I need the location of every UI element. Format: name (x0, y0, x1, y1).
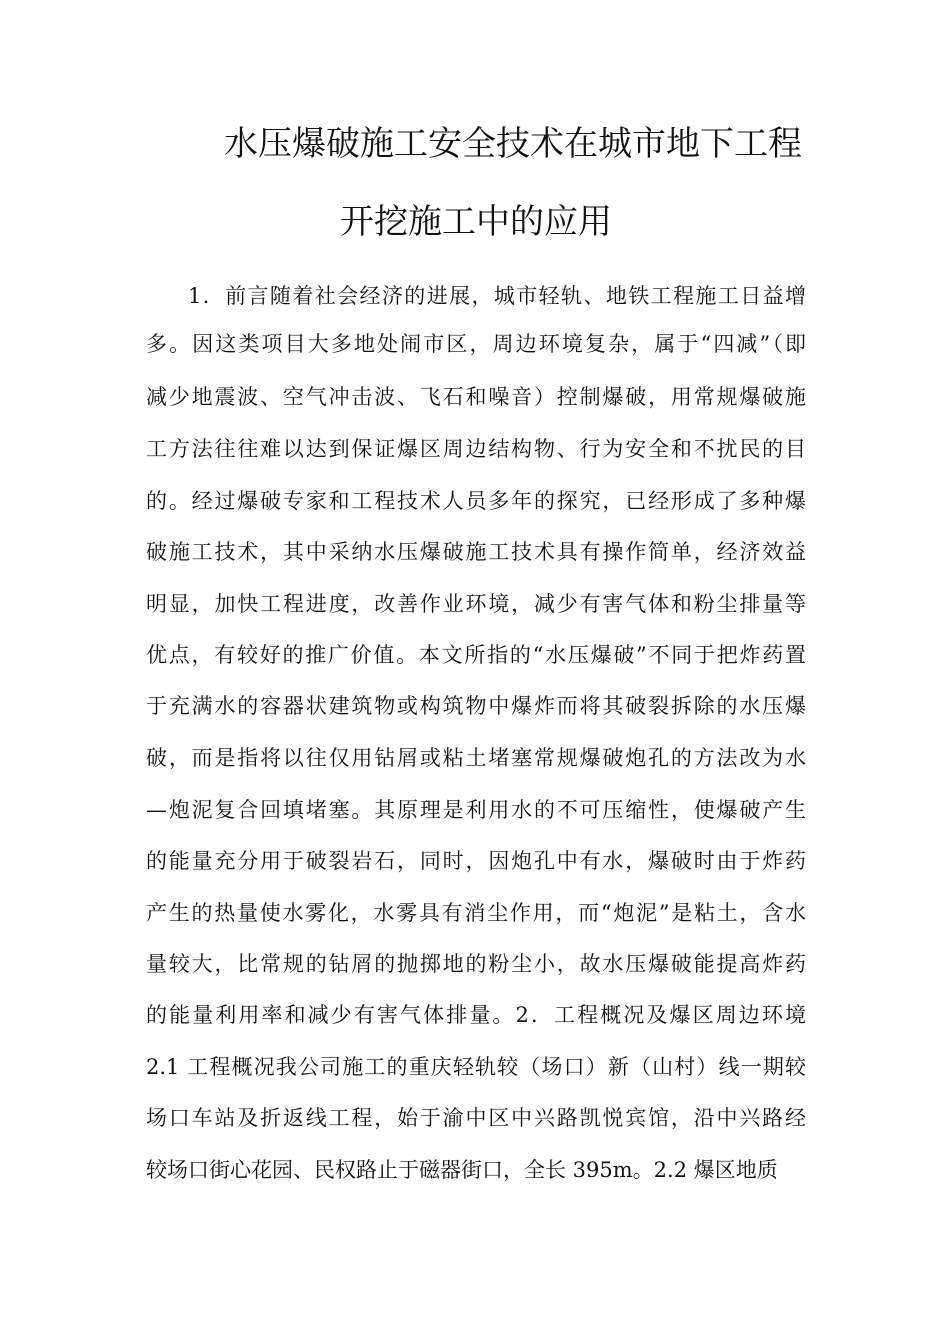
body-text-line: 的。经过爆破专家和工程技术人员多年的探究，已经形成了多种爆 (146, 489, 806, 513)
body-text-line: 多。因这类项目大多地处闹市区，周边环境复杂，属于“四减”（即 (146, 332, 806, 356)
body-text-line: 于充满水的容器状建筑物或构筑物中爆炸而将其破裂拆除的水压爆 (146, 694, 806, 718)
body-text-line: 1．前言随着社会经济的进展，城市轻轨、地铁工程施工日益增 (188, 284, 806, 308)
body-text-line: 产生的热量使水雾化，水雾具有消尘作用，而“炮泥”是粘土，含水 (146, 901, 806, 925)
body-text-line: 破施工技术，其中采纳水压爆破施工技术具有操作简单，经济效益 (146, 540, 806, 564)
body-text-line: 破，而是指将以往仅用钻屑或粘土堵塞常规爆破炮孔的方法改为水 (146, 746, 806, 770)
body-text-line: 场口车站及折返线工程，始于渝中区中兴路凯悦宾馆，沿中兴路经 (146, 1106, 806, 1130)
body-text-line: 较场口街心花园、民权路止于磁器街口，全长 395m。2.2 爆区地质 (146, 1158, 778, 1182)
body-text-line: —炮泥复合回填堵塞。其原理是利用水的不可压缩性，使爆破产生 (146, 798, 806, 822)
body-text-line: 优点，有较好的推广价值。本文所指的“水压爆破”不同于把炸药置 (146, 643, 806, 667)
body-text-line: 工方法往往难以达到保证爆区周边结构物、行为安全和不扰民的目 (146, 437, 806, 461)
body-text-line: 明显，加快工程进度，改善作业环境，减少有害气体和粉尘排量等 (146, 592, 806, 616)
document-title-line-1: 水压爆破施工安全技术在城市地下工程 (224, 124, 802, 164)
body-text-line: 量较大，比常规的钻屑的抛掷地的粉尘小，故水压爆破能提高炸药 (146, 952, 806, 976)
document-title-line-2: 开挖施工中的应用 (340, 202, 612, 242)
body-text-line: 的能量充分用于破裂岩石，同时，因炮孔中有水，爆破时由于炸药 (146, 849, 806, 873)
body-text-line: 的能量利用率和减少有害气体排量。2．工程概况及爆区周边环境 (146, 1003, 806, 1027)
body-text-line: 减少地震波、空气冲击波、飞石和噪音）控制爆破，用常规爆破施 (146, 385, 806, 409)
body-text-line: 2.1 工程概况我公司施工的重庆轻轨较（场口）新（山村）线一期较 (146, 1055, 806, 1079)
